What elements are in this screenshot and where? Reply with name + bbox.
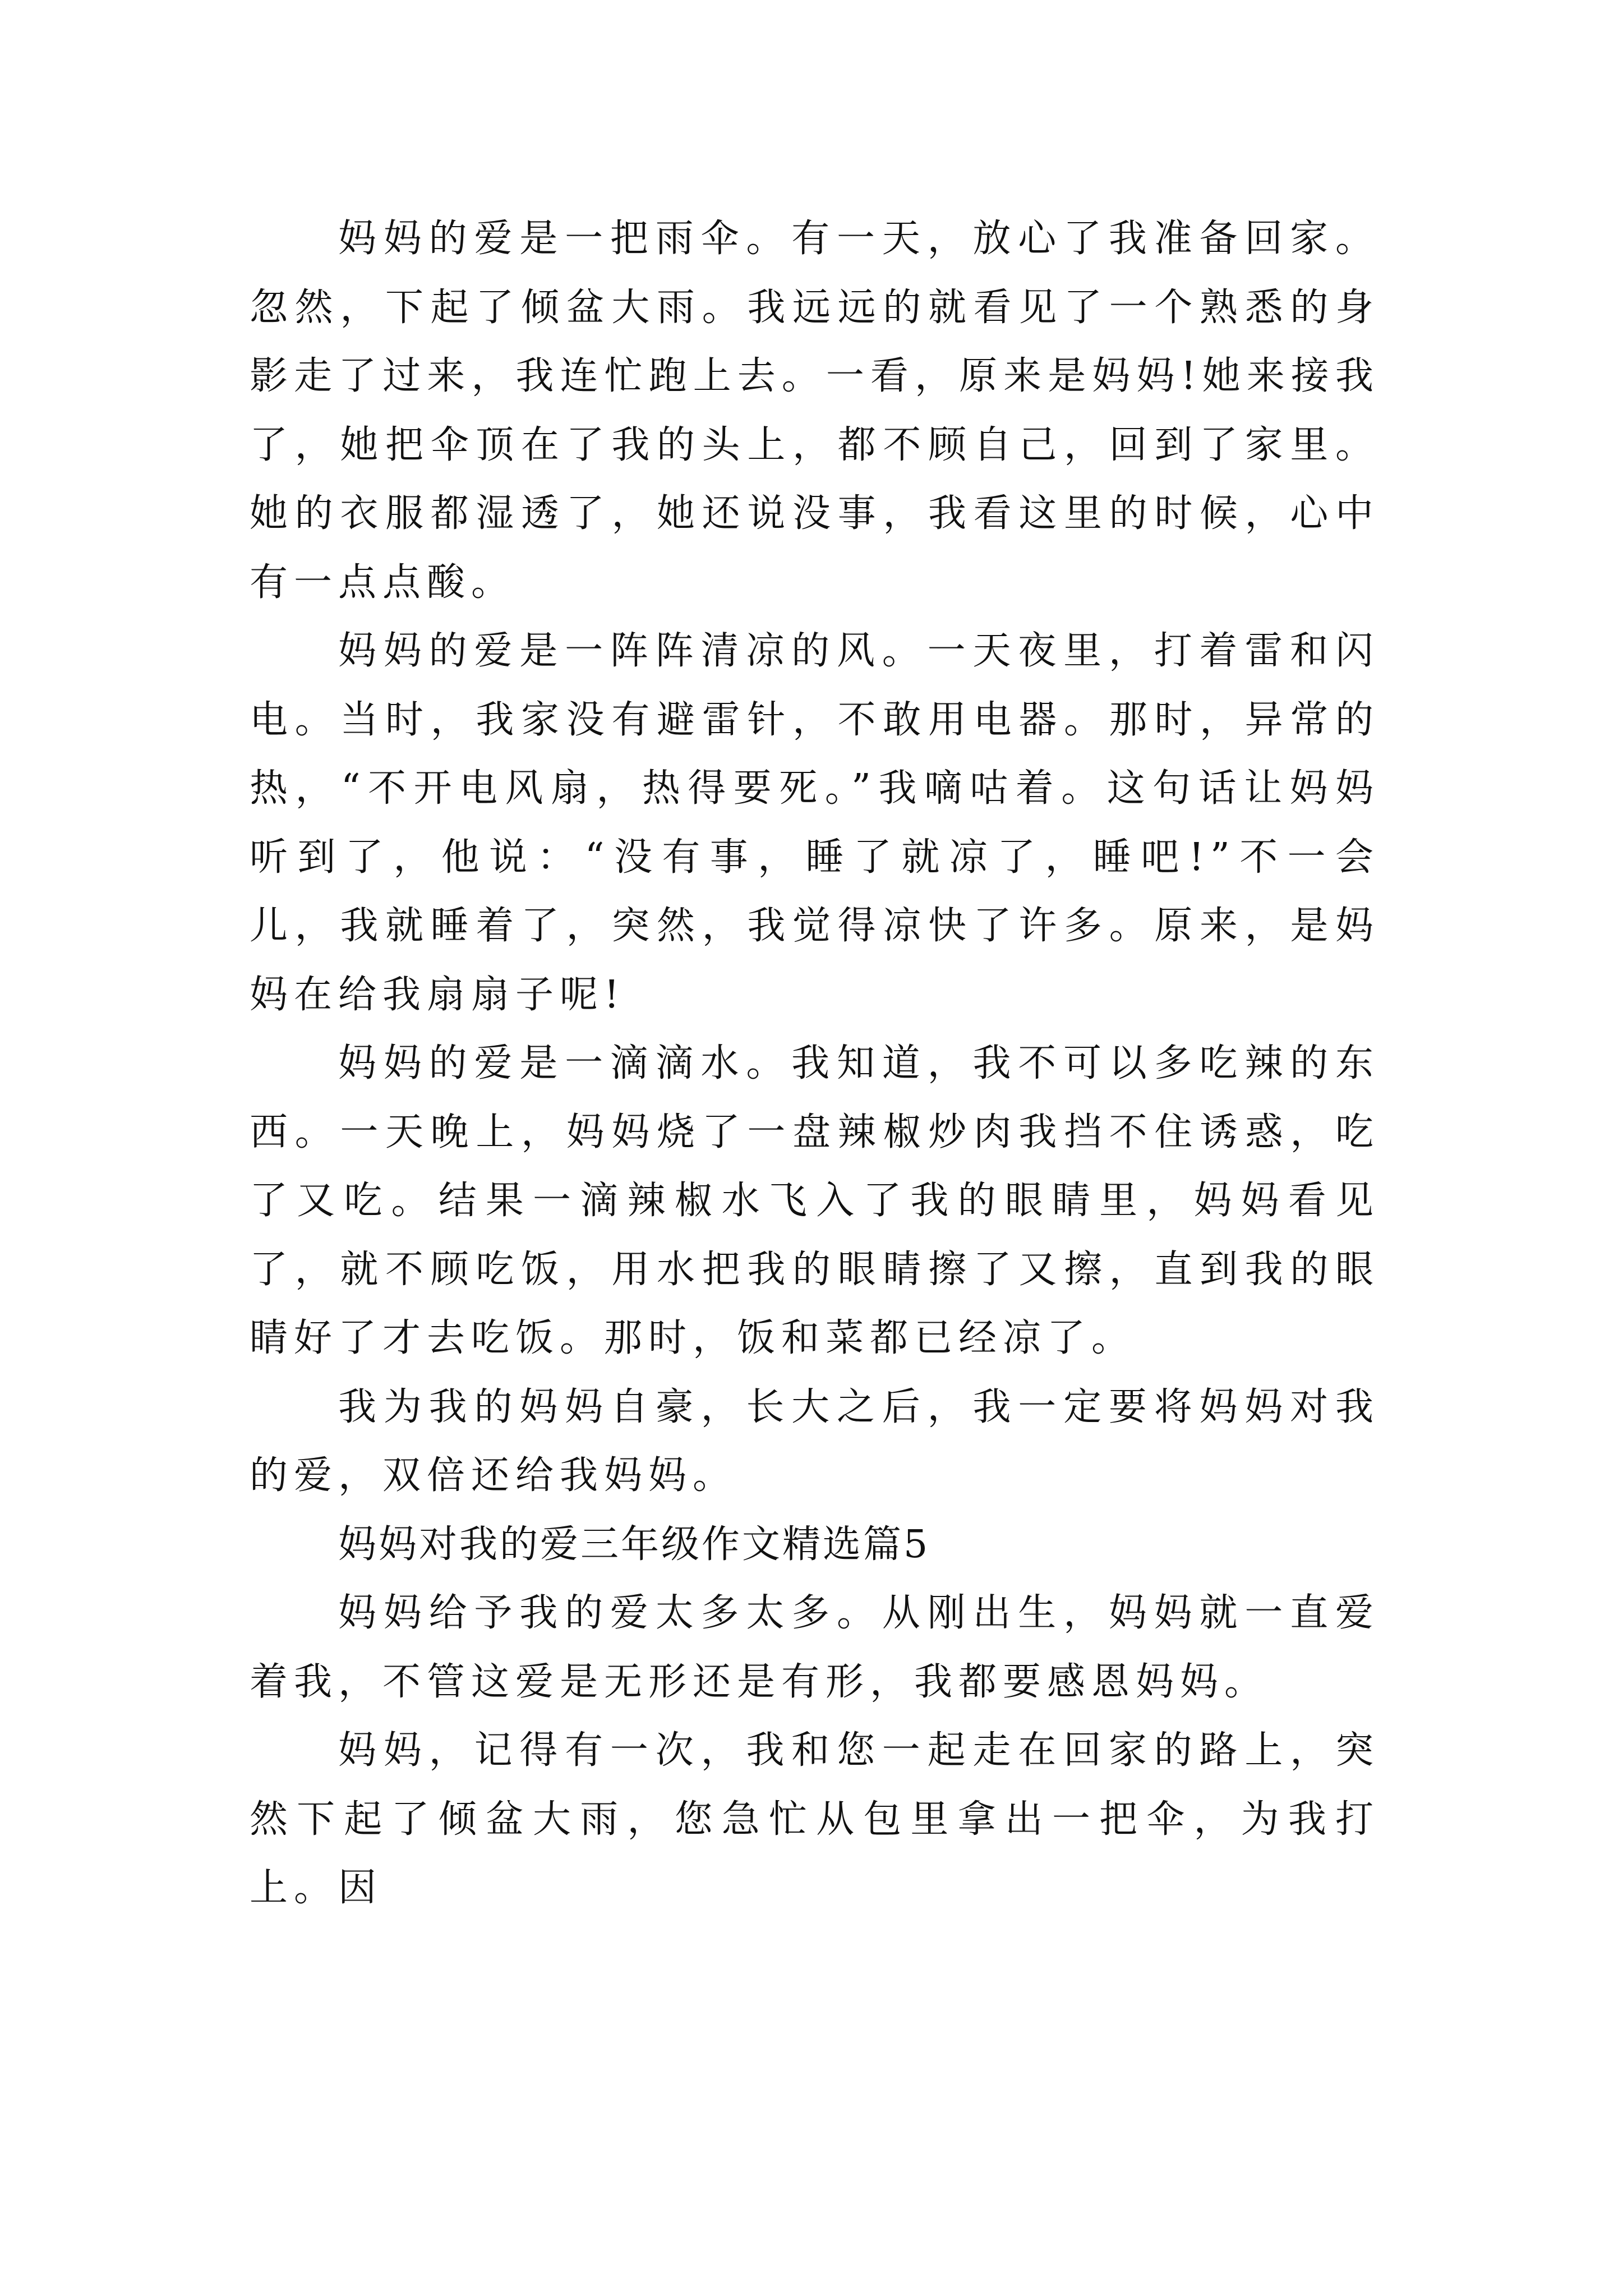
paragraph-grateful: 妈妈给予我的爱太多太多。从刚出生，妈妈就一直爱着我，不管这爱是无形还是有形，我都要感恩妈妈。: [250, 1591, 1380, 1704]
paragraph-water: 妈妈的爱是一滴滴水。我知道，我不可以多吃辣的东西。一天晚上，妈妈烧了一盘辣椒炒肉我挡不住诱惑，吃了又吃。结果一滴辣椒水飞入了我的眼睛里，妈妈看见了，就不顾吃饭，用水把我的眼睛擦了又擦，直到我的眼睛好了才去吃饭。那时，饭和菜都已经凉了。: [250, 1041, 1380, 1360]
paragraph-umbrella: 妈妈的爱是一把雨伞。有一天，放心了我准备回家。忽然，下起了倾盆大雨。我远远的就看见了一个熟悉的身影走了过来，我连忙跑上去。一看，原来是妈妈!她来接我了，她把伞顶在了我的头上，都不顾自己，回到了家里。她的衣服都湿透了，她还说没事，我看这里的时候，心中有一点点酸。: [250, 217, 1380, 605]
paragraph-rain-memory: 妈妈，记得有一次，我和您一起走在回家的路上，突然下起了倾盆大雨，您急忙从包里拿出一把伞，为我打上。因: [250, 1728, 1380, 1910]
paragraph-proud: 我为我的妈妈自豪，长大之后，我一定要将妈妈对我的爱，双倍还给我妈妈。: [250, 1384, 1380, 1498]
section-heading: 妈妈对我的爱三年级作文精选篇5: [338, 1522, 930, 1567]
document-body: [250, 205, 1380, 1923]
paragraph-breeze: 妈妈的爱是一阵阵清凉的风。一天夜里，打着雷和闪电。当时，我家没有避雷针，不敢用电器。那时，异常的热，“不开电风扇，热得要死。”我嘀咕着。这句话让妈妈听到了，他说：“没有事，睡了就凉了，睡吧!”不一会儿，我就睡着了，突然，我觉得凉快了许多。原来，是妈妈在给我扇扇子呢!: [250, 629, 1380, 1017]
